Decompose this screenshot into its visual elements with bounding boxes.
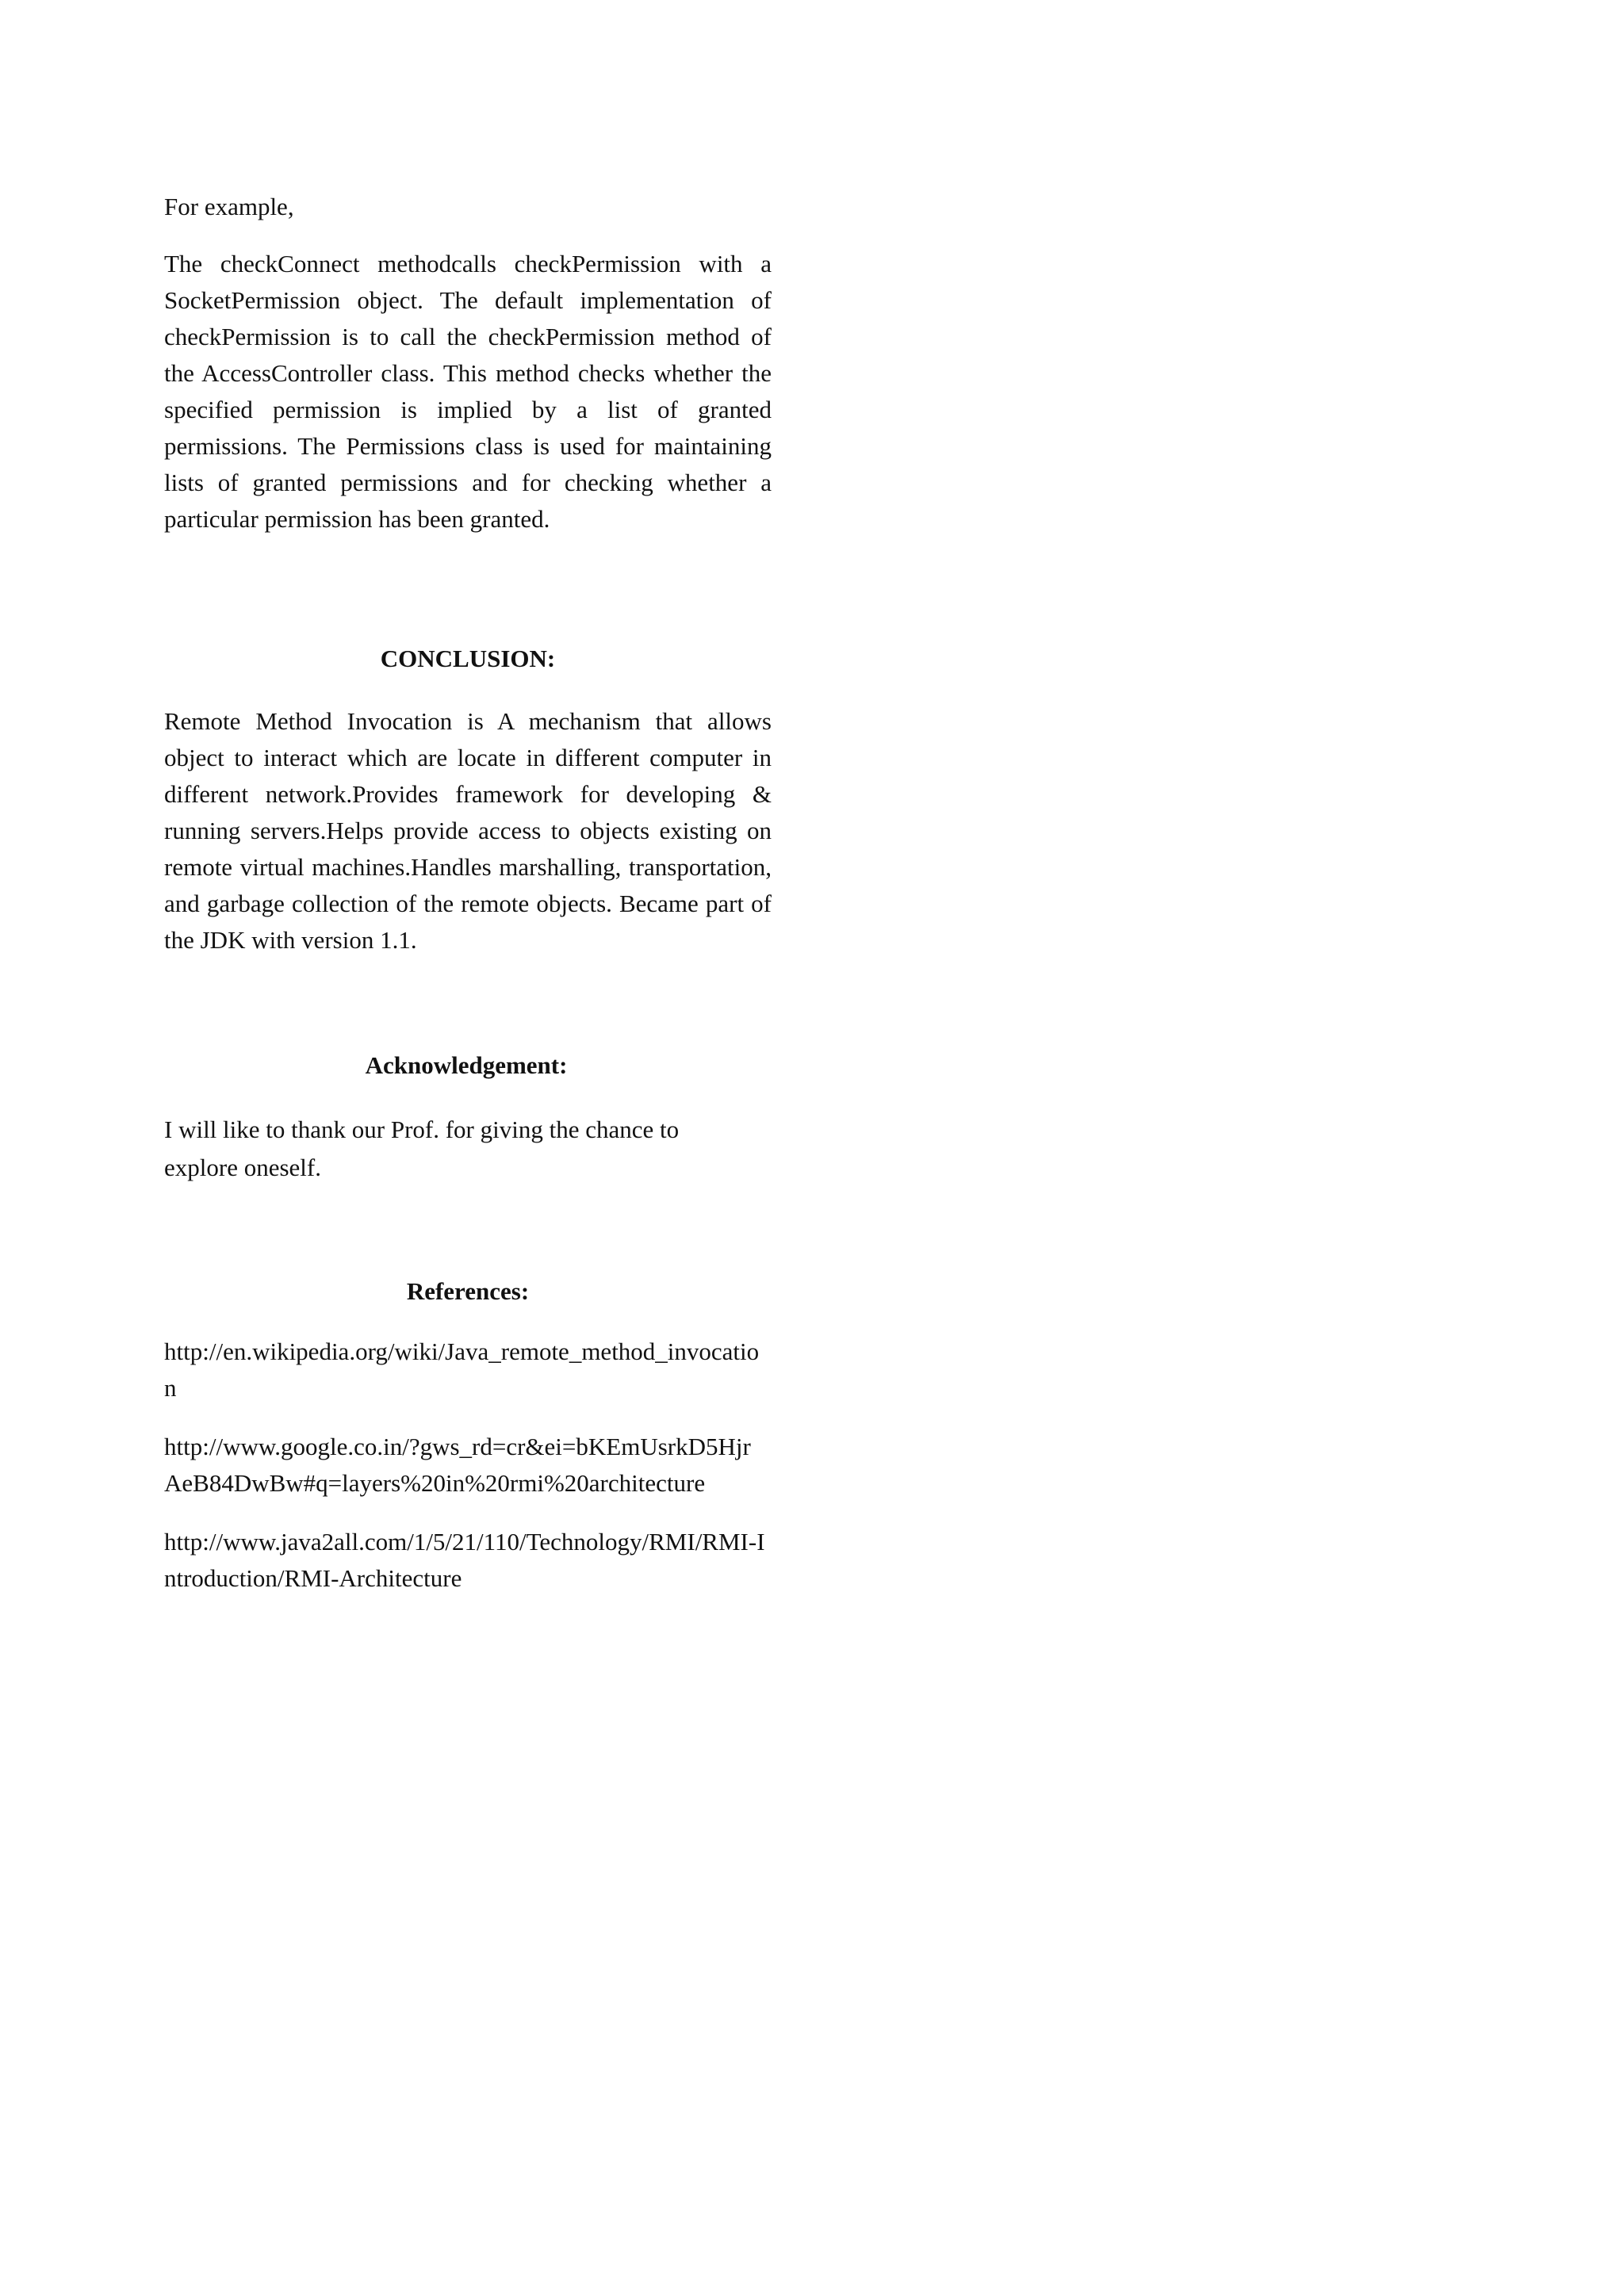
references-list [164,1334,772,1597]
acknowledgement-heading: Acknowledgement: [365,1051,568,1079]
document-column [164,189,772,1597]
references-heading: References: [406,1277,530,1305]
reference-item: http://www.java2all.com/1/5/21/110/Technology/RMI/RMI-Introduction/RMI-Architecture [164,1528,765,1592]
conclusion-paragraph: Remote Method Invocation is A mechanism that allows object to interact which are locate in different computer in different network.Provides framework for developing & running servers.Helps provide access to objects existing on remote virtual machines.Handles marshalling, transportation, and garbage collection of the remote objects. Became part of the JDK with version 1.1. [164,707,772,954]
reference-item: http://www.google.co.in/?gws_rd=cr&ei=bKEmUsrkD5HjrAeB84DwBw#q=layers%20in%20rmi%20architecture [164,1433,751,1497]
acknowledgement-paragraph: I will like to thank our Prof. for giving the chance to explore oneself. [164,1115,680,1181]
permission-paragraph: The checkConnect methodcalls checkPermission with a SocketPermission object. The default implementation of checkPermission is to call the checkPermission method of the AccessController class. This method checks whether the specified permission is implied by a list of granted permissions. The Permissions class is used for maintaining lists of granted permissions and for checking whether a particular permission has been granted. [164,250,772,533]
conclusion-heading: CONCLUSION: [380,645,556,672]
intro-text: For example, [164,193,294,220]
reference-item: http://en.wikipedia.org/wiki/Java_remote_method_invocation [164,1337,760,1402]
